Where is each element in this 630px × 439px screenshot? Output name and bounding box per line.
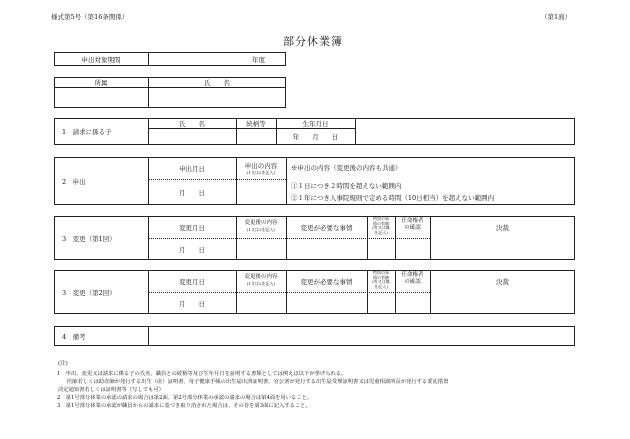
child-name-label: 氏 名 bbox=[179, 119, 205, 128]
note-line: 3 第1号部分休業の承認が職員からの請求に基づき取り消された場合は、その旨を第3面に記入すること。 bbox=[57, 403, 311, 409]
request-content-heading: ※申出の内容（変更後の内容も共通） bbox=[291, 164, 402, 172]
note-line: 医師若しくは助産師が発行する出生（産）証明書、母子健康手帳の出生届出済証明書、官公署が発行する出生届受理証明書又は児童相談所長が発行する委託措置 bbox=[67, 379, 449, 385]
change2-approver-field[interactable] bbox=[396, 293, 429, 313]
change1-approver-line: の確認 bbox=[404, 224, 421, 231]
change2-special-note-line: 情の有無 bbox=[373, 274, 389, 280]
change1-approver-line: 任命権者 bbox=[401, 218, 424, 224]
change2-content-field[interactable] bbox=[237, 293, 285, 313]
request-option-1: ①１日につき２時間を超えない範囲内 bbox=[291, 182, 402, 190]
notes-heading: (注) bbox=[58, 361, 68, 367]
change2-approver-header bbox=[395, 272, 430, 292]
change1-special-note-line: を記入) bbox=[374, 229, 388, 235]
change1-decision-field[interactable] bbox=[431, 227, 574, 259]
child-birth-field[interactable]: 年 月 日 bbox=[292, 133, 339, 141]
change1-section-label: 3 変更（第1回） bbox=[62, 234, 116, 243]
change1-content-header bbox=[236, 217, 286, 238]
change1-approver-field[interactable] bbox=[396, 239, 429, 259]
change1-content-label: 変更後の内容 bbox=[244, 220, 278, 226]
change1-special-note-line: 特別の事 bbox=[373, 216, 389, 221]
change2-special-note-line: を記入) bbox=[374, 283, 388, 289]
request-option-2: ②１年につき人事院規則で定める時間（10日相当）を超えない範囲内 bbox=[291, 194, 495, 202]
change1-reason-label: 変更が必要な事情 bbox=[300, 223, 353, 232]
change1-special-note-line: 情の有無 bbox=[373, 220, 389, 226]
request-date-field[interactable]: 月 日 bbox=[179, 189, 205, 197]
change1-content-note: (1又は2を記入) bbox=[246, 227, 276, 232]
remarks-label: 4 備考 bbox=[62, 332, 86, 341]
request-content-label: 申出の内容 bbox=[244, 162, 278, 170]
change2-special-note-line: (有又は無 bbox=[372, 279, 390, 285]
dept-label: 所属 bbox=[94, 78, 108, 87]
period-year-field[interactable] bbox=[149, 53, 249, 65]
change1-special-field[interactable] bbox=[368, 239, 394, 259]
change2-decision-label: 決裁 bbox=[496, 277, 509, 286]
request-content-header bbox=[236, 158, 286, 179]
change2-date-label: 変更月日 bbox=[179, 277, 205, 286]
child-relation-label: 続柄等 bbox=[246, 119, 266, 128]
change2-special-note bbox=[367, 271, 395, 292]
staff-name-field[interactable] bbox=[149, 88, 285, 107]
change2-date-field[interactable]: 月 日 bbox=[179, 300, 205, 308]
staff-name-label: 氏 名 bbox=[204, 78, 230, 87]
change2-approver-line: の確認 bbox=[404, 278, 421, 285]
request-content-field[interactable] bbox=[237, 180, 285, 204]
period-label: 申出対象期間 bbox=[81, 55, 121, 64]
change2-content-label: 変更後の内容 bbox=[244, 274, 278, 280]
request-date-label: 申出月日 bbox=[179, 164, 205, 173]
change2-section-label: 3 変更（第2回） bbox=[62, 288, 116, 297]
child-birth-label: 生年月日 bbox=[302, 119, 329, 128]
change2-special-field[interactable] bbox=[368, 293, 394, 313]
child-section-label: 1 請求に係る子 bbox=[62, 128, 112, 136]
change1-date-label: 変更月日 bbox=[179, 223, 205, 232]
change2-content-header bbox=[236, 271, 286, 292]
note-line: 2 第1号部分休業の承認の請求の場合は第2面、第2号部分休業の承認の請求の場合は第4面を用いること。 bbox=[57, 395, 313, 401]
change1-date-field[interactable]: 月 日 bbox=[179, 246, 205, 254]
change2-decision-field[interactable] bbox=[431, 281, 574, 313]
page-number: （第1面） bbox=[541, 13, 572, 21]
child-relation-field[interactable] bbox=[237, 129, 275, 144]
change2-content-note: (1又は2を記入) bbox=[246, 281, 276, 286]
page-title: 部分休業簿 bbox=[283, 35, 343, 48]
request-section-label: 2 申出 bbox=[62, 177, 86, 186]
change1-special-note bbox=[367, 217, 395, 238]
form-number: 様式第5号（第16条関係） bbox=[51, 13, 129, 21]
request-content-note: (1又は2を記入) bbox=[246, 170, 276, 175]
change1-decision-label: 決裁 bbox=[496, 223, 509, 232]
change2-reason-label: 変更が必要な事情 bbox=[300, 277, 353, 286]
change2-special-note-line: 特別の事 bbox=[373, 270, 389, 275]
period-year-unit: 年度 bbox=[252, 56, 265, 64]
change1-approver-header bbox=[395, 218, 430, 238]
change1-special-note-line: (有又は無 bbox=[372, 225, 390, 231]
change2-reason-field[interactable] bbox=[287, 293, 366, 313]
note-line: 1 申出、変更又は請求に係る子の氏名、職員との続柄等及び生年月日を証明する書類としては例えば以下が挙げられる。 bbox=[57, 371, 347, 377]
remarks-field[interactable] bbox=[149, 327, 574, 345]
note-line: 決定通知書若しくは証明書等（写しでも可） bbox=[58, 387, 164, 393]
change1-content-field[interactable] bbox=[237, 239, 285, 259]
change2-approver-line: 任命権者 bbox=[401, 272, 424, 278]
change1-reason-field[interactable] bbox=[287, 239, 366, 259]
child-name-field[interactable] bbox=[149, 129, 235, 144]
dept-field[interactable] bbox=[55, 88, 147, 107]
